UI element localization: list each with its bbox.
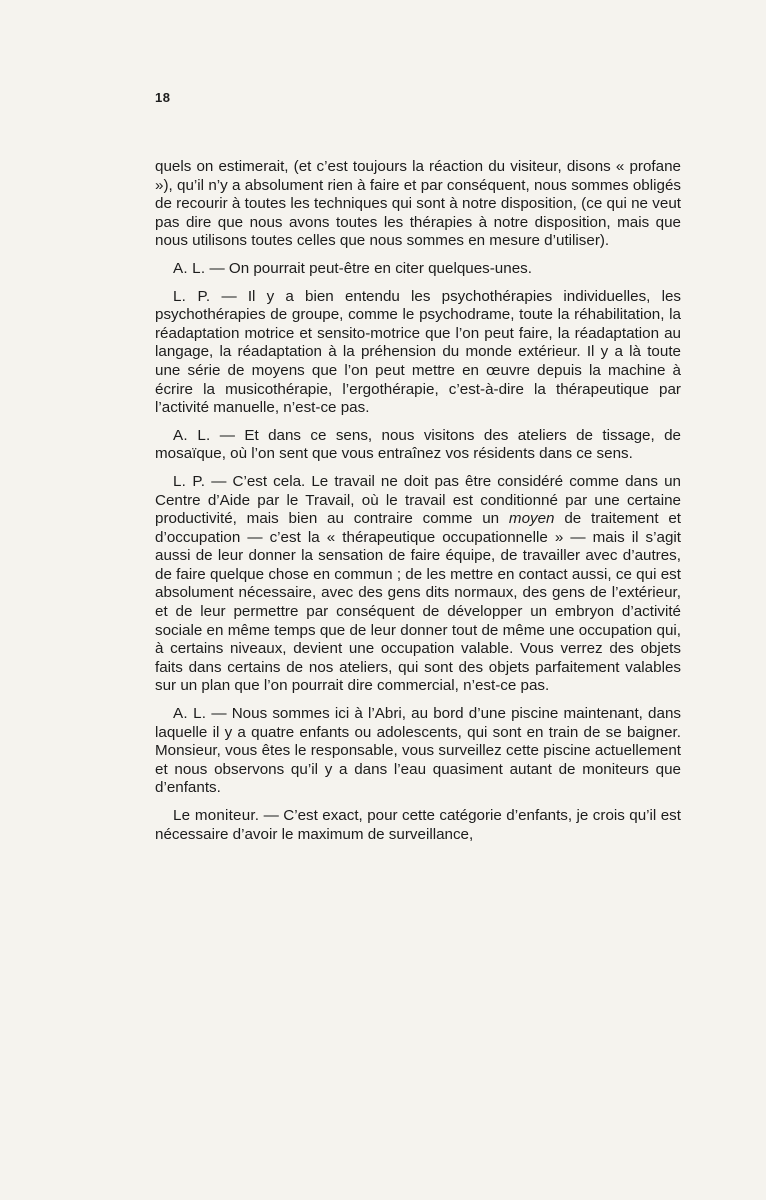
paragraph-dialogue bbox=[155, 260, 681, 279]
speaker-label: L. P. bbox=[173, 287, 211, 305]
paragraph-text: — On pourrait peut-être en citer quelques-unes. bbox=[205, 259, 532, 277]
paragraph-dialogue bbox=[155, 427, 681, 464]
paragraph-dialogue bbox=[155, 705, 681, 798]
paragraph-text: — Il y a bien entendu les psychothérapies individuelles, les psychothérapies de groupe, comme le psychodrame, toute la réhabilitation, la réadaptation motrice et sensito-motrice que l’on peut faire, la réadaptation au langage, la réadaptation à la préhension du monde extérieur. Il y a là toute une série de moyens que l’on peut mettre en œuvre depuis la machine à écrire la musicothérapie, l’ergothérapie, c’est-à-dire la thérapeutique par l’activité manuelle, n’est-ce pas. bbox=[155, 287, 681, 417]
paragraph-text-before: — C’est cela. Le travail ne doit pas être considéré comme dans un Centre d’Aide par le Travail, où le travail est conditionné par une certaine productivité, mais bien au contraire comme un bbox=[155, 472, 681, 528]
emphasis-word: moyen bbox=[508, 510, 555, 528]
paragraph-text: — C’est exact, pour cette catégorie d’enfants, je crois qu’il est nécessaire d’avoir le maximum de surveillance, bbox=[155, 807, 681, 843]
page-number: 18 bbox=[155, 90, 171, 105]
paragraph-dialogue bbox=[155, 473, 681, 696]
speaker-label: A. L. bbox=[173, 705, 207, 723]
body-text bbox=[155, 158, 681, 853]
speaker-label: L. P. bbox=[173, 472, 206, 490]
paragraph-continuation bbox=[155, 158, 681, 251]
paragraph-text: — Et dans ce sens, nous visitons des ateliers de tissage, de mosaïque, où l’on sent que vous entraînez vos résidents dans ce sens. bbox=[155, 426, 681, 463]
paragraph-dialogue bbox=[155, 807, 681, 844]
paragraph-text-after: de traitement et d’occupation — c’est la « thérapeutique occupationnelle » — mais il s’agit aussi de leur donner la sensation de faire équipe, de travailler avec d’autres, de faire quelque chose en commun ; de les mettre en contact aussi, ce qui est absolument nécessaire, avec des gens dits normaux, des gens de l’extérieur, et de leur permettre par conséquent de développer un embryon d’activité sociale en même temps que de leur donner tout de même une occupation qui, à certains niveaux, devient une occupation valable. Vous verrez des objets faits dans certains de nos ateliers, qui sont des objets parfaitement valables sur un plan que l’on pourrait dire commercial, n’est-ce pas. bbox=[155, 510, 681, 695]
speaker-label: A. L. bbox=[173, 426, 211, 444]
paragraph-text: quels on estimerait, (et c’est toujours la réaction du visiteur, disons « profane »), qu’il n’y a absolument rien à faire et par conséquent, nous sommes obligés de recourir à toutes les techniques qui sont à notre disposition, (ce qui ne veut pas dire que nous avons toutes les thérapies à notre disposition, mais que nous utilisons toutes celles que nous sommes en mesure d’utiliser). bbox=[155, 158, 681, 250]
paragraph-dialogue bbox=[155, 288, 681, 418]
speaker-label: Le moniteur. bbox=[173, 807, 260, 824]
paragraph-text: — Nous sommes ici à l’Abri, au bord d’une piscine maintenant, dans laquelle il y a quatre enfants ou adolescents, qui sont en train de se baigner. Monsieur, vous êtes le responsable, vous surveillez cette piscine actuellement et nous observons qu’il y a dans l’eau quasiment autant de moniteurs que d’enfants. bbox=[155, 705, 681, 797]
speaker-label: A. L. bbox=[173, 259, 206, 277]
